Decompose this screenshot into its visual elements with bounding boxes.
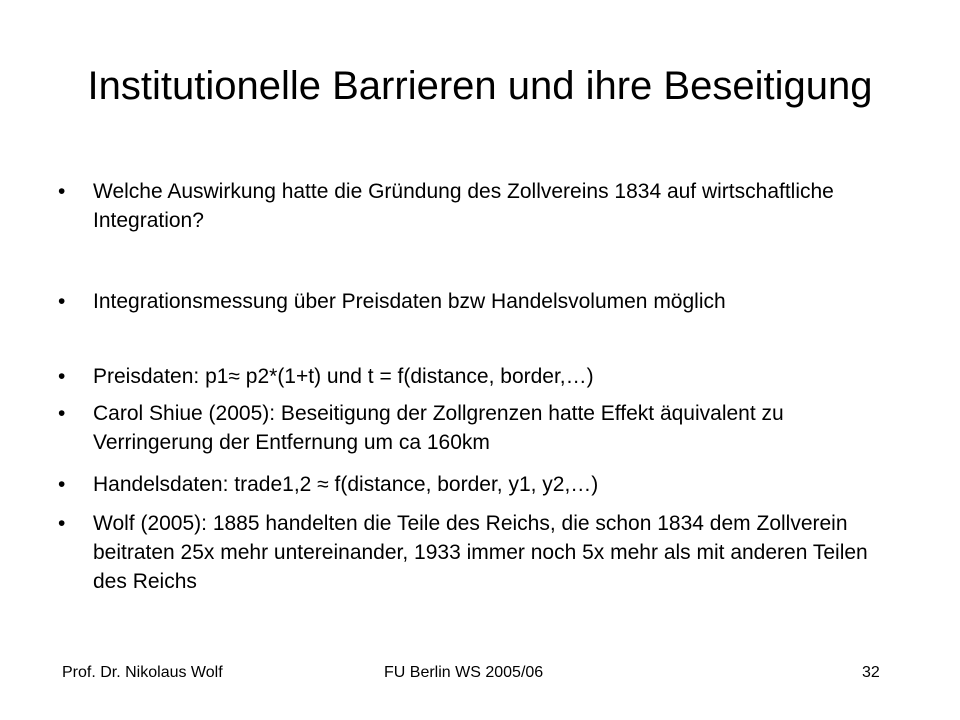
footer-course: FU Berlin WS 2005/06: [384, 664, 544, 681]
bullet-text: Handelsdaten: trade1,2 ≈ f(distance, border, y1, y2,…): [93, 473, 599, 496]
bullet-text: Preisdaten: p1≈ p2*(1+t) und t = f(distance, border,…): [93, 365, 594, 388]
bullet-dot-icon: •: [58, 402, 66, 425]
footer-author: Prof. Dr. Nikolaus Wolf: [62, 664, 223, 681]
bullet-text: Integrationsmessung über Preisdaten bzw Handelsvolumen möglich: [93, 290, 726, 313]
bullet-text: Welche Auswirkung hatte die Gründung des Zollvereins 1834 auf wirtschaftliche Integration?: [93, 180, 834, 232]
bullet-dot-icon: •: [58, 512, 66, 535]
bullet-item: [58, 287, 918, 316]
bullet-dot-icon: •: [58, 365, 66, 388]
footer-page-number: 32: [862, 664, 880, 681]
bullet-item: [58, 470, 918, 499]
slide-title: Institutionelle Barrieren und ihre Beseitigung: [87, 64, 873, 108]
bullet-dot-icon: •: [58, 180, 66, 203]
bullet-dot-icon: •: [58, 473, 66, 496]
bullet-item: [58, 362, 918, 391]
bullet-item: [58, 399, 918, 457]
bullet-text: Carol Shiue (2005): Beseitigung der Zollgrenzen hatte Effekt äquivalent zu Verringerung der Entfernung um ca 160km: [93, 402, 784, 454]
bullet-dot-icon: •: [58, 290, 66, 313]
bullet-text: Wolf (2005): 1885 handelten die Teile des Reichs, die schon 1834 dem Zollverein beitraten 25x mehr untereinander, 1933 immer noch 5x mehr als mit anderen Teilen des Reichs: [93, 512, 868, 593]
bullet-item: [58, 509, 918, 596]
bullet-item: [58, 177, 918, 235]
